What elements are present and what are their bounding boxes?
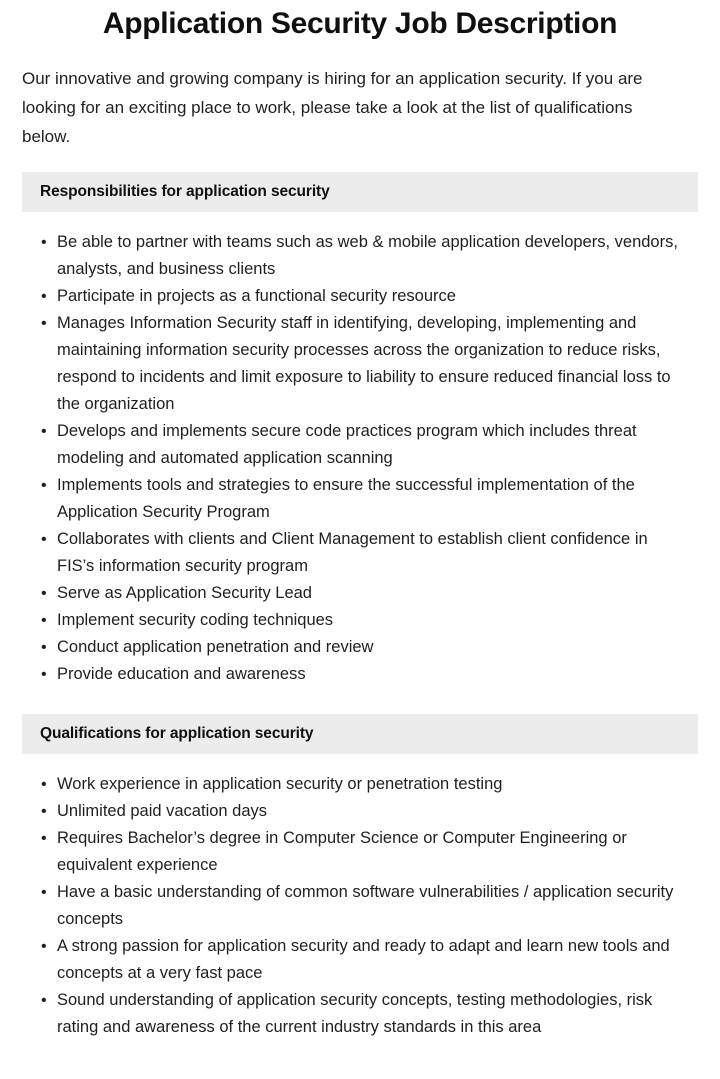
list-item-text: Have a basic understanding of common software vulnerabilities / application security concepts	[57, 883, 674, 928]
list-item-text: Manages Information Security staff in identifying, developing, implementing and maintaining information security processes across the organization to reduce risks, respond to incidents and limit exposure to liability to ensure reduced financial loss to the organization	[57, 314, 671, 413]
list-item	[0, 229, 682, 283]
bullet-icon: •	[41, 992, 47, 1009]
bullet-icon: •	[41, 585, 47, 602]
list-item	[0, 825, 682, 879]
section-heading-text: Responsibilities for application security	[40, 183, 330, 200]
list-item	[0, 634, 682, 661]
list-item	[0, 526, 682, 580]
list-item-text: Participate in projects as a functional security resource	[57, 287, 456, 305]
list-item	[0, 580, 682, 607]
section-header-qualifications	[22, 714, 698, 754]
bullet-icon: •	[41, 776, 47, 793]
section-responsibilities	[0, 172, 720, 688]
list-item	[0, 771, 682, 798]
bullet-icon: •	[41, 315, 47, 332]
list-item-text: Be able to partner with teams such as web & mobile application developers, vendors, analysts, and business clients	[57, 233, 678, 278]
list-item	[0, 283, 682, 310]
bullet-icon: •	[41, 423, 47, 440]
list-item-text: Implements tools and strategies to ensure the successful implementation of the Application Security Program	[57, 476, 635, 521]
list-item-text: Collaborates with clients and Client Management to establish client confidence in FIS’s information security program	[57, 530, 648, 575]
list-item	[0, 987, 682, 1041]
list-item	[0, 607, 682, 634]
section-heading-text: Qualifications for application security	[40, 725, 314, 742]
bullet-icon: •	[41, 612, 47, 629]
list-item-text: Sound understanding of application security concepts, testing methodologies, risk rating and awareness of the current industry standards in this area	[57, 991, 653, 1036]
bullet-icon: •	[41, 531, 47, 548]
bullet-icon: •	[41, 234, 47, 251]
list-item-text: Conduct application penetration and review	[57, 638, 374, 656]
list-item	[0, 933, 682, 987]
bullet-icon: •	[41, 666, 47, 683]
list-item-text: Unlimited paid vacation days	[57, 802, 268, 820]
qualifications-list	[0, 771, 720, 1041]
list-item	[0, 310, 682, 418]
list-item-text: Develops and implements secure code practices program which includes threat modeling and automated application scanning	[57, 422, 637, 467]
list-item-text: A strong passion for application security and ready to adapt and learn new tools and concepts at a very fast pace	[57, 937, 670, 982]
bullet-icon: •	[41, 639, 47, 656]
bullet-icon: •	[41, 477, 47, 494]
intro-paragraph: Our innovative and growing company is hiring for an application security. If you are looking for an exciting place to work, please take a look at the list of qualifications below.	[22, 69, 643, 146]
list-item	[0, 798, 682, 825]
list-item-text: Serve as Application Security Lead	[57, 584, 312, 602]
list-item	[0, 472, 682, 526]
list-item	[0, 661, 682, 688]
list-item	[0, 879, 682, 933]
bullet-icon: •	[41, 288, 47, 305]
page-title: Application Security Job Description	[102, 7, 618, 40]
bullet-icon: •	[41, 830, 47, 847]
list-item-text: Requires Bachelor’s degree in Computer Science or Computer Engineering or equivalent experience	[57, 829, 627, 874]
section-qualifications	[0, 714, 720, 1041]
bullet-icon: •	[41, 884, 47, 901]
list-item	[0, 418, 682, 472]
responsibilities-list	[0, 229, 720, 688]
list-item-text: Provide education and awareness	[57, 665, 306, 683]
list-item-text: Work experience in application security or penetration testing	[57, 775, 503, 793]
list-item-text: Implement security coding techniques	[57, 611, 334, 629]
bullet-icon: •	[41, 803, 47, 820]
bullet-icon: •	[41, 938, 47, 955]
section-header-responsibilities	[22, 172, 698, 212]
